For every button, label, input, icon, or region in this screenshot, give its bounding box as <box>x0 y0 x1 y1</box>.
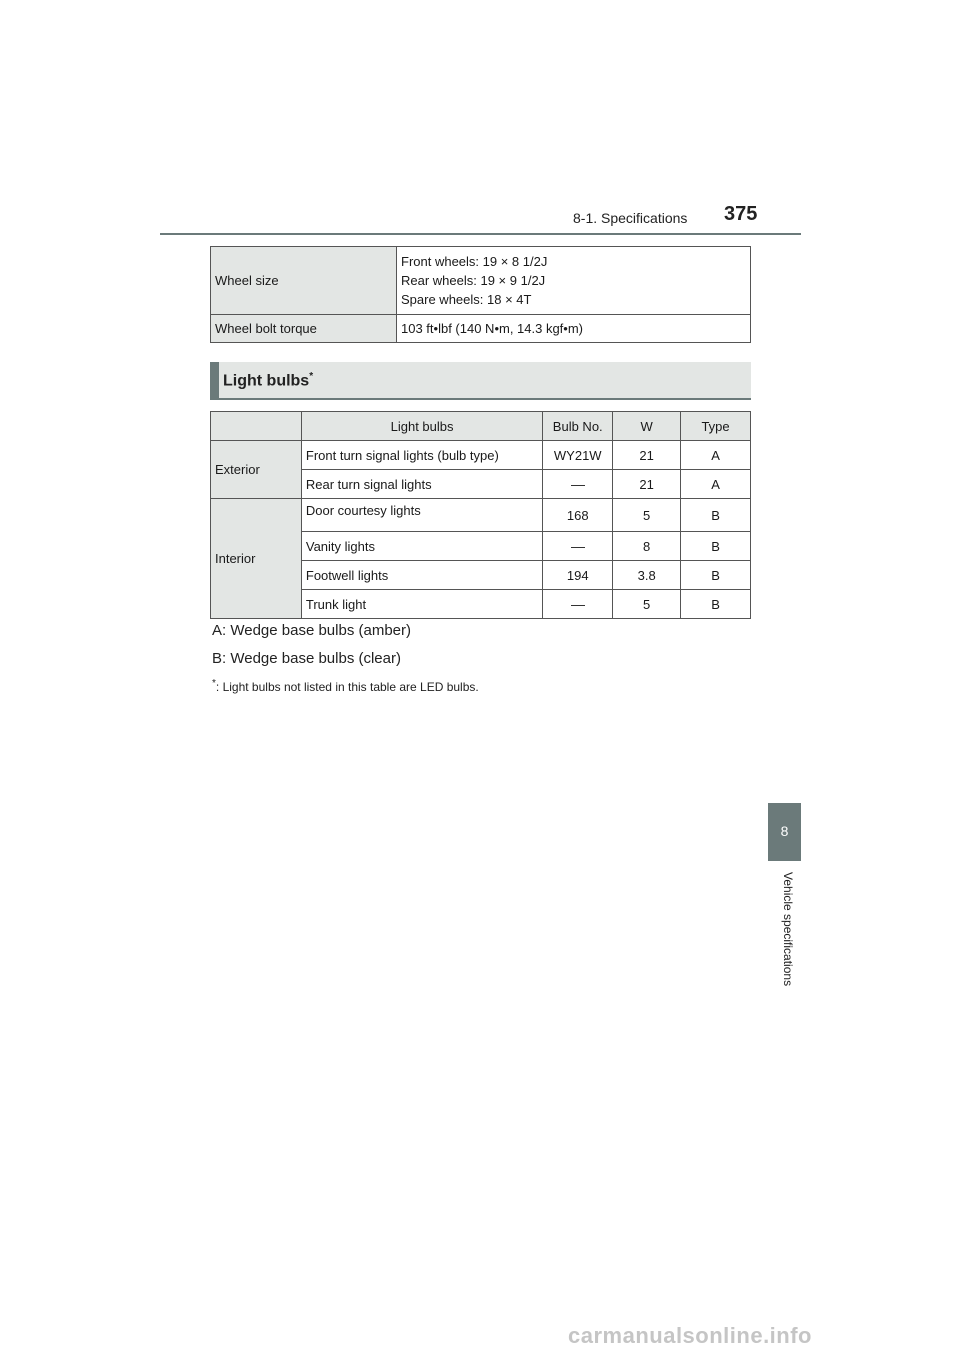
column-header-w: W <box>613 412 681 441</box>
table-header-row <box>211 412 751 441</box>
light-bulbs-table <box>210 411 751 619</box>
wheel-bolt-torque-label: Wheel bolt torque <box>211 315 397 343</box>
table-row <box>211 499 751 532</box>
bulb-name: Front turn signal lights (bulb type) <box>301 441 542 470</box>
heading-accent-bar <box>210 362 219 398</box>
page-number: 375 <box>724 203 758 225</box>
chapter-title: Vehicle specifications <box>781 872 795 987</box>
dash-mark <box>571 485 585 486</box>
bulb-wattage: 5 <box>613 499 681 532</box>
column-header-type: Type <box>681 412 751 441</box>
dash-mark <box>571 605 585 606</box>
group-interior: Interior <box>211 499 302 619</box>
table-row <box>211 247 751 315</box>
footnote-text: : Light bulbs not listed in this table are LED bulbs. <box>215 680 479 694</box>
bulb-type: B <box>681 561 751 590</box>
wheel-bolt-torque-value: 103 ft•lbf (140 N•m, 14.3 kgf•m) <box>397 315 751 343</box>
group-exterior: Exterior <box>211 441 302 499</box>
bulb-type: B <box>681 590 751 619</box>
bulb-wattage: 3.8 <box>613 561 681 590</box>
light-bulbs-heading <box>210 362 751 400</box>
bulb-type: B <box>681 532 751 561</box>
bulb-type: A <box>681 441 751 470</box>
column-header-group <box>211 412 302 441</box>
asterisk-marker: * <box>309 371 314 382</box>
section-header-label: 8-1. Specifications <box>573 210 688 226</box>
wheel-spec-table <box>210 246 751 343</box>
bulb-wattage: 8 <box>613 532 681 561</box>
bulb-wattage: 21 <box>613 441 681 470</box>
bulb-name: Footwell lights <box>301 561 542 590</box>
watermark: carmanualsonline.info <box>568 1323 812 1348</box>
light-bulbs-title-text: Light bulbs <box>223 372 310 390</box>
bulb-type: A <box>681 470 751 499</box>
rear-wheels-value: Rear wheels: 19 × 9 1/2J <box>401 273 546 288</box>
wheel-size-value <box>397 247 751 315</box>
bulb-name: Door courtesy lights <box>301 499 542 532</box>
dash-mark <box>571 547 585 548</box>
header-rule <box>160 233 801 235</box>
legend-type-b: B: Wedge base bulbs (clear) <box>212 650 401 667</box>
bulb-name: Vanity lights <box>301 532 542 561</box>
legend-type-a: A: Wedge base bulbs (amber) <box>212 622 411 639</box>
bulb-wattage: 21 <box>613 470 681 499</box>
bulb-number-dash <box>543 532 613 561</box>
footnote <box>212 678 479 694</box>
column-header-bulb-no: Bulb No. <box>543 412 613 441</box>
bulb-name: Rear turn signal lights <box>301 470 542 499</box>
spare-wheels-value: Spare wheels: 18 × 4T <box>401 292 532 307</box>
column-header-light-bulbs: Light bulbs <box>301 412 542 441</box>
bulb-wattage: 5 <box>613 590 681 619</box>
bulb-type: B <box>681 499 751 532</box>
bulb-number: 194 <box>543 561 613 590</box>
bulb-name: Trunk light <box>301 590 542 619</box>
table-row <box>211 441 751 470</box>
footnote-marker: * <box>212 678 216 689</box>
wheel-size-label: Wheel size <box>211 247 397 315</box>
chapter-tab[interactable] <box>768 803 801 861</box>
bulb-number: 168 <box>543 499 613 532</box>
bulb-number-dash <box>543 470 613 499</box>
chapter-number: 8 <box>780 823 789 839</box>
bulb-number-dash <box>543 590 613 619</box>
table-row <box>211 315 751 343</box>
bulb-number: WY21W <box>543 441 613 470</box>
light-bulbs-title <box>223 371 313 390</box>
front-wheels-value: Front wheels: 19 × 8 1/2J <box>401 254 548 269</box>
